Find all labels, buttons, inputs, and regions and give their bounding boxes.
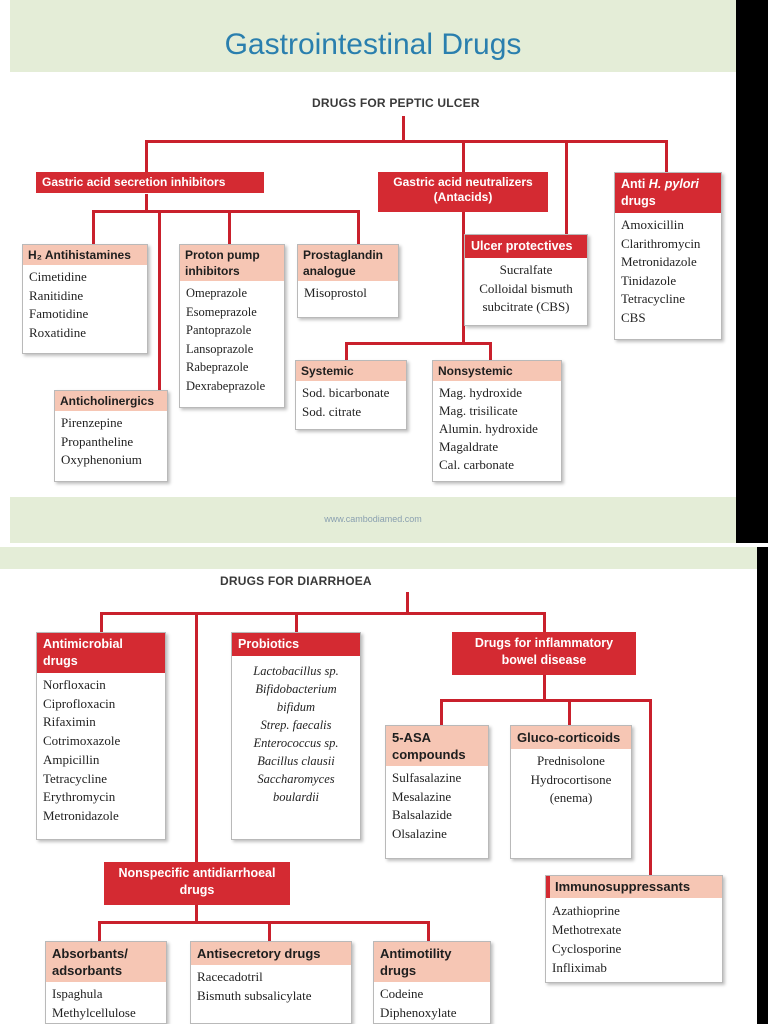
list-item: Pantoprazole [186, 323, 252, 337]
absorbants-head: Absorbants/ adsorbants [46, 942, 166, 982]
list-item: Rifaximin [43, 714, 96, 730]
list-item: Mag. trisilicate [439, 403, 518, 418]
h2-antihistamines-head: H₂ Antihistamines [23, 245, 147, 265]
anticholinergics-list [55, 411, 167, 473]
list-item: Saccharomyces [257, 772, 335, 786]
systemic-antacids-box [295, 360, 407, 430]
connector [100, 612, 546, 615]
connector [565, 140, 568, 236]
anti-h-pylori-box [614, 172, 722, 340]
connector [98, 921, 430, 924]
connector [92, 210, 95, 244]
list-item: Methylcellulose [52, 1004, 136, 1020]
antisecretory-list [191, 965, 351, 1008]
black-edge [736, 0, 768, 543]
list-item: Lansoprazole [186, 341, 254, 356]
anti-h-pylori-head [615, 173, 721, 213]
connector [195, 612, 198, 862]
connector [543, 612, 546, 632]
antimicrobial-drugs-box [36, 632, 166, 840]
list-item: Azathioprine [552, 903, 620, 918]
connector [158, 210, 161, 390]
peptic-ulcer-heading: DRUGS FOR PEPTIC ULCER [312, 96, 480, 110]
list-item: Methotrexate [552, 922, 622, 937]
anti-h-pylori-head-post: drugs [621, 194, 656, 208]
gastric-acid-neutralizers-label: Gastric acid neutralizers (Antacids) [378, 172, 548, 212]
list-item: Sulfasalazine [392, 770, 462, 785]
list-item: Mesalazine [392, 788, 452, 804]
list-item: Bacillus clausii [257, 754, 335, 768]
list-item: Cotrimoxazole [43, 733, 121, 749]
list-item: subcitrate (CBS) [482, 299, 570, 314]
connector [665, 140, 668, 172]
list-item: Racecadotril [197, 969, 263, 984]
anti-h-pylori-head-pre: Anti [621, 177, 646, 191]
connector [92, 210, 360, 213]
glucocorticoids-box [510, 725, 632, 859]
list-item: CBS [621, 309, 646, 325]
prostaglandin-analogue-list [298, 281, 398, 306]
connector [357, 210, 360, 244]
list-item: Metronidazole [43, 807, 119, 823]
nonsystemic-antacids-box [432, 360, 562, 482]
connector [295, 612, 298, 632]
slide-title: Gastrointestinal Drugs [224, 28, 522, 61]
glucocorticoids-head: Gluco-corticoids [511, 726, 631, 749]
five-asa-compounds-box [385, 725, 489, 859]
list-item: Sucralfate [499, 262, 553, 277]
connector [440, 699, 443, 725]
list-item: Tetracycline [621, 291, 686, 306]
list-item: Cimetidine [29, 269, 87, 284]
diarrhoea-slide [0, 547, 768, 1024]
list-item: Codeine [380, 986, 424, 1001]
proton-pump-inhibitors-head: Proton pump inhibitors [180, 245, 284, 281]
connector [402, 116, 405, 142]
h2-antihistamines-list [23, 265, 147, 345]
probiotics-head: Probiotics [232, 633, 360, 656]
connector [100, 612, 103, 632]
black-edge [757, 547, 768, 1024]
list-item: Famotidine [29, 306, 89, 321]
top-band [0, 547, 757, 569]
nonsystemic-antacids-head: Nonsystemic [433, 361, 561, 381]
ulcer-protectives-head: Ulcer protectives [465, 235, 587, 258]
list-item: Amoxicillin [621, 217, 684, 232]
list-item: Bismuth subsalicylate [197, 987, 312, 1003]
list-item: Erythromycin [43, 789, 116, 805]
antimotility-list [374, 982, 490, 1024]
immunosuppressants-list [546, 898, 722, 980]
diarrhoea-heading: DRUGS FOR DIARRHOEA [220, 574, 372, 588]
list-item: Ispaghula [52, 986, 103, 1001]
antisecretory-head: Antisecretory drugs [191, 942, 351, 965]
list-item: Metronidazole [621, 254, 697, 269]
list-item: Dexrabeprazole [186, 378, 266, 393]
ibd-drugs-label: Drugs for inflammatory bowel disease [452, 632, 636, 675]
connector [489, 342, 492, 360]
connector [427, 921, 430, 941]
gastric-acid-secretion-inhibitors-label: Gastric acid secretion inhibitors [36, 172, 264, 193]
anti-h-pylori-head-em: H. pylori [648, 177, 699, 191]
list-item: Tinidazole [621, 272, 677, 288]
list-item: Mag. hydroxide [439, 385, 523, 400]
h2-antihistamines-box [22, 244, 148, 354]
list-item: Roxatidine [29, 324, 87, 340]
antimotility-head: Antimotility drugs [374, 942, 490, 982]
list-item: Enterococcus sp. [253, 736, 339, 750]
list-item: Prednisolone [537, 753, 605, 768]
proton-pump-inhibitors-list [180, 281, 284, 398]
list-item: Ranitidine [29, 287, 84, 303]
list-item: Hydrocortisone [530, 771, 612, 787]
ulcer-protectives-list [465, 258, 587, 320]
list-item: Omeprazole [186, 286, 248, 300]
list-item: Olsalazine [392, 825, 447, 841]
proton-pump-inhibitors-box [179, 244, 285, 408]
connector [649, 699, 652, 875]
glucocorticoids-list [511, 749, 631, 811]
list-item: Pirenzepine [61, 415, 123, 430]
list-item: bifidum [276, 700, 316, 714]
connector [568, 699, 571, 725]
connector [228, 210, 231, 244]
list-item: Oxyphenonium [61, 452, 142, 467]
list-item: Sod. citrate [302, 403, 362, 419]
connector [462, 140, 465, 172]
five-asa-compounds-head: 5-ASA compounds [386, 726, 488, 766]
immunosuppressants-head: Immunosuppressants [546, 876, 722, 898]
connector [98, 921, 101, 941]
list-item: Magaldrate [439, 439, 499, 454]
systemic-antacids-head: Systemic [296, 361, 406, 381]
list-item: boulardii [272, 790, 320, 804]
nonspecific-antidiarrhoeal-label: Nonspecific antidiarrhoeal drugs [104, 862, 290, 905]
probiotics-list [232, 656, 360, 809]
list-item: Norfloxacin [43, 677, 106, 692]
list-item: Cal. carbonate [439, 457, 515, 472]
antimicrobial-drugs-head: Antimicrobial drugs [37, 633, 165, 673]
anticholinergics-head: Anticholinergics [55, 391, 167, 411]
antimotility-box [373, 941, 491, 1024]
connector [543, 675, 546, 701]
list-item: Balsalazide [392, 807, 452, 822]
connector [345, 342, 348, 360]
nonsystemic-antacids-list [433, 381, 561, 477]
connector [145, 140, 148, 172]
list-item: Alumin. hydroxide [439, 421, 538, 436]
list-item: Lactobacillus sp. [253, 664, 339, 678]
list-item: Infliximab [552, 960, 607, 975]
anti-h-pylori-list [615, 213, 721, 330]
immunosuppressants-box [545, 875, 723, 983]
connector [440, 699, 652, 702]
list-item: Rabeprazole [186, 360, 249, 374]
list-item: Ciprofloxacin [43, 695, 116, 711]
connector [345, 342, 492, 345]
systemic-antacids-list [296, 381, 406, 424]
list-item: Clarithromycin [621, 235, 701, 251]
list-item: Tetracycline [43, 770, 108, 786]
connector [268, 921, 271, 941]
list-item: Strep. faecalis [260, 718, 332, 732]
list-item: Misoprostol [304, 285, 367, 300]
list-item: Diphenoxylate [380, 1004, 457, 1020]
absorbants-list [46, 982, 166, 1024]
prostaglandin-analogue-head: Prostaglandin analogue [298, 245, 398, 281]
list-item: Sod. bicarbonate [302, 385, 390, 400]
connector [406, 592, 409, 614]
list-item: Esomeprazole [186, 304, 257, 319]
footer-url: www.cambodiamed.com [324, 514, 422, 524]
ulcer-protectives-box [464, 234, 588, 326]
anticholinergics-box [54, 390, 168, 482]
list-item: (enema) [549, 790, 593, 805]
list-item: Cyclosporine [552, 941, 622, 956]
antisecretory-box [190, 941, 352, 1024]
five-asa-compounds-list [386, 766, 488, 846]
list-item: Colloidal bismuth [479, 280, 573, 296]
probiotics-box [231, 632, 361, 840]
list-item: Bifidobacterium [255, 682, 337, 696]
antimicrobial-drugs-list [37, 673, 165, 829]
prostaglandin-analogue-box [297, 244, 399, 318]
list-item: Propantheline [61, 433, 134, 449]
list-item: Ampicillin [43, 751, 100, 767]
absorbants-box [45, 941, 167, 1024]
connector [145, 140, 668, 143]
